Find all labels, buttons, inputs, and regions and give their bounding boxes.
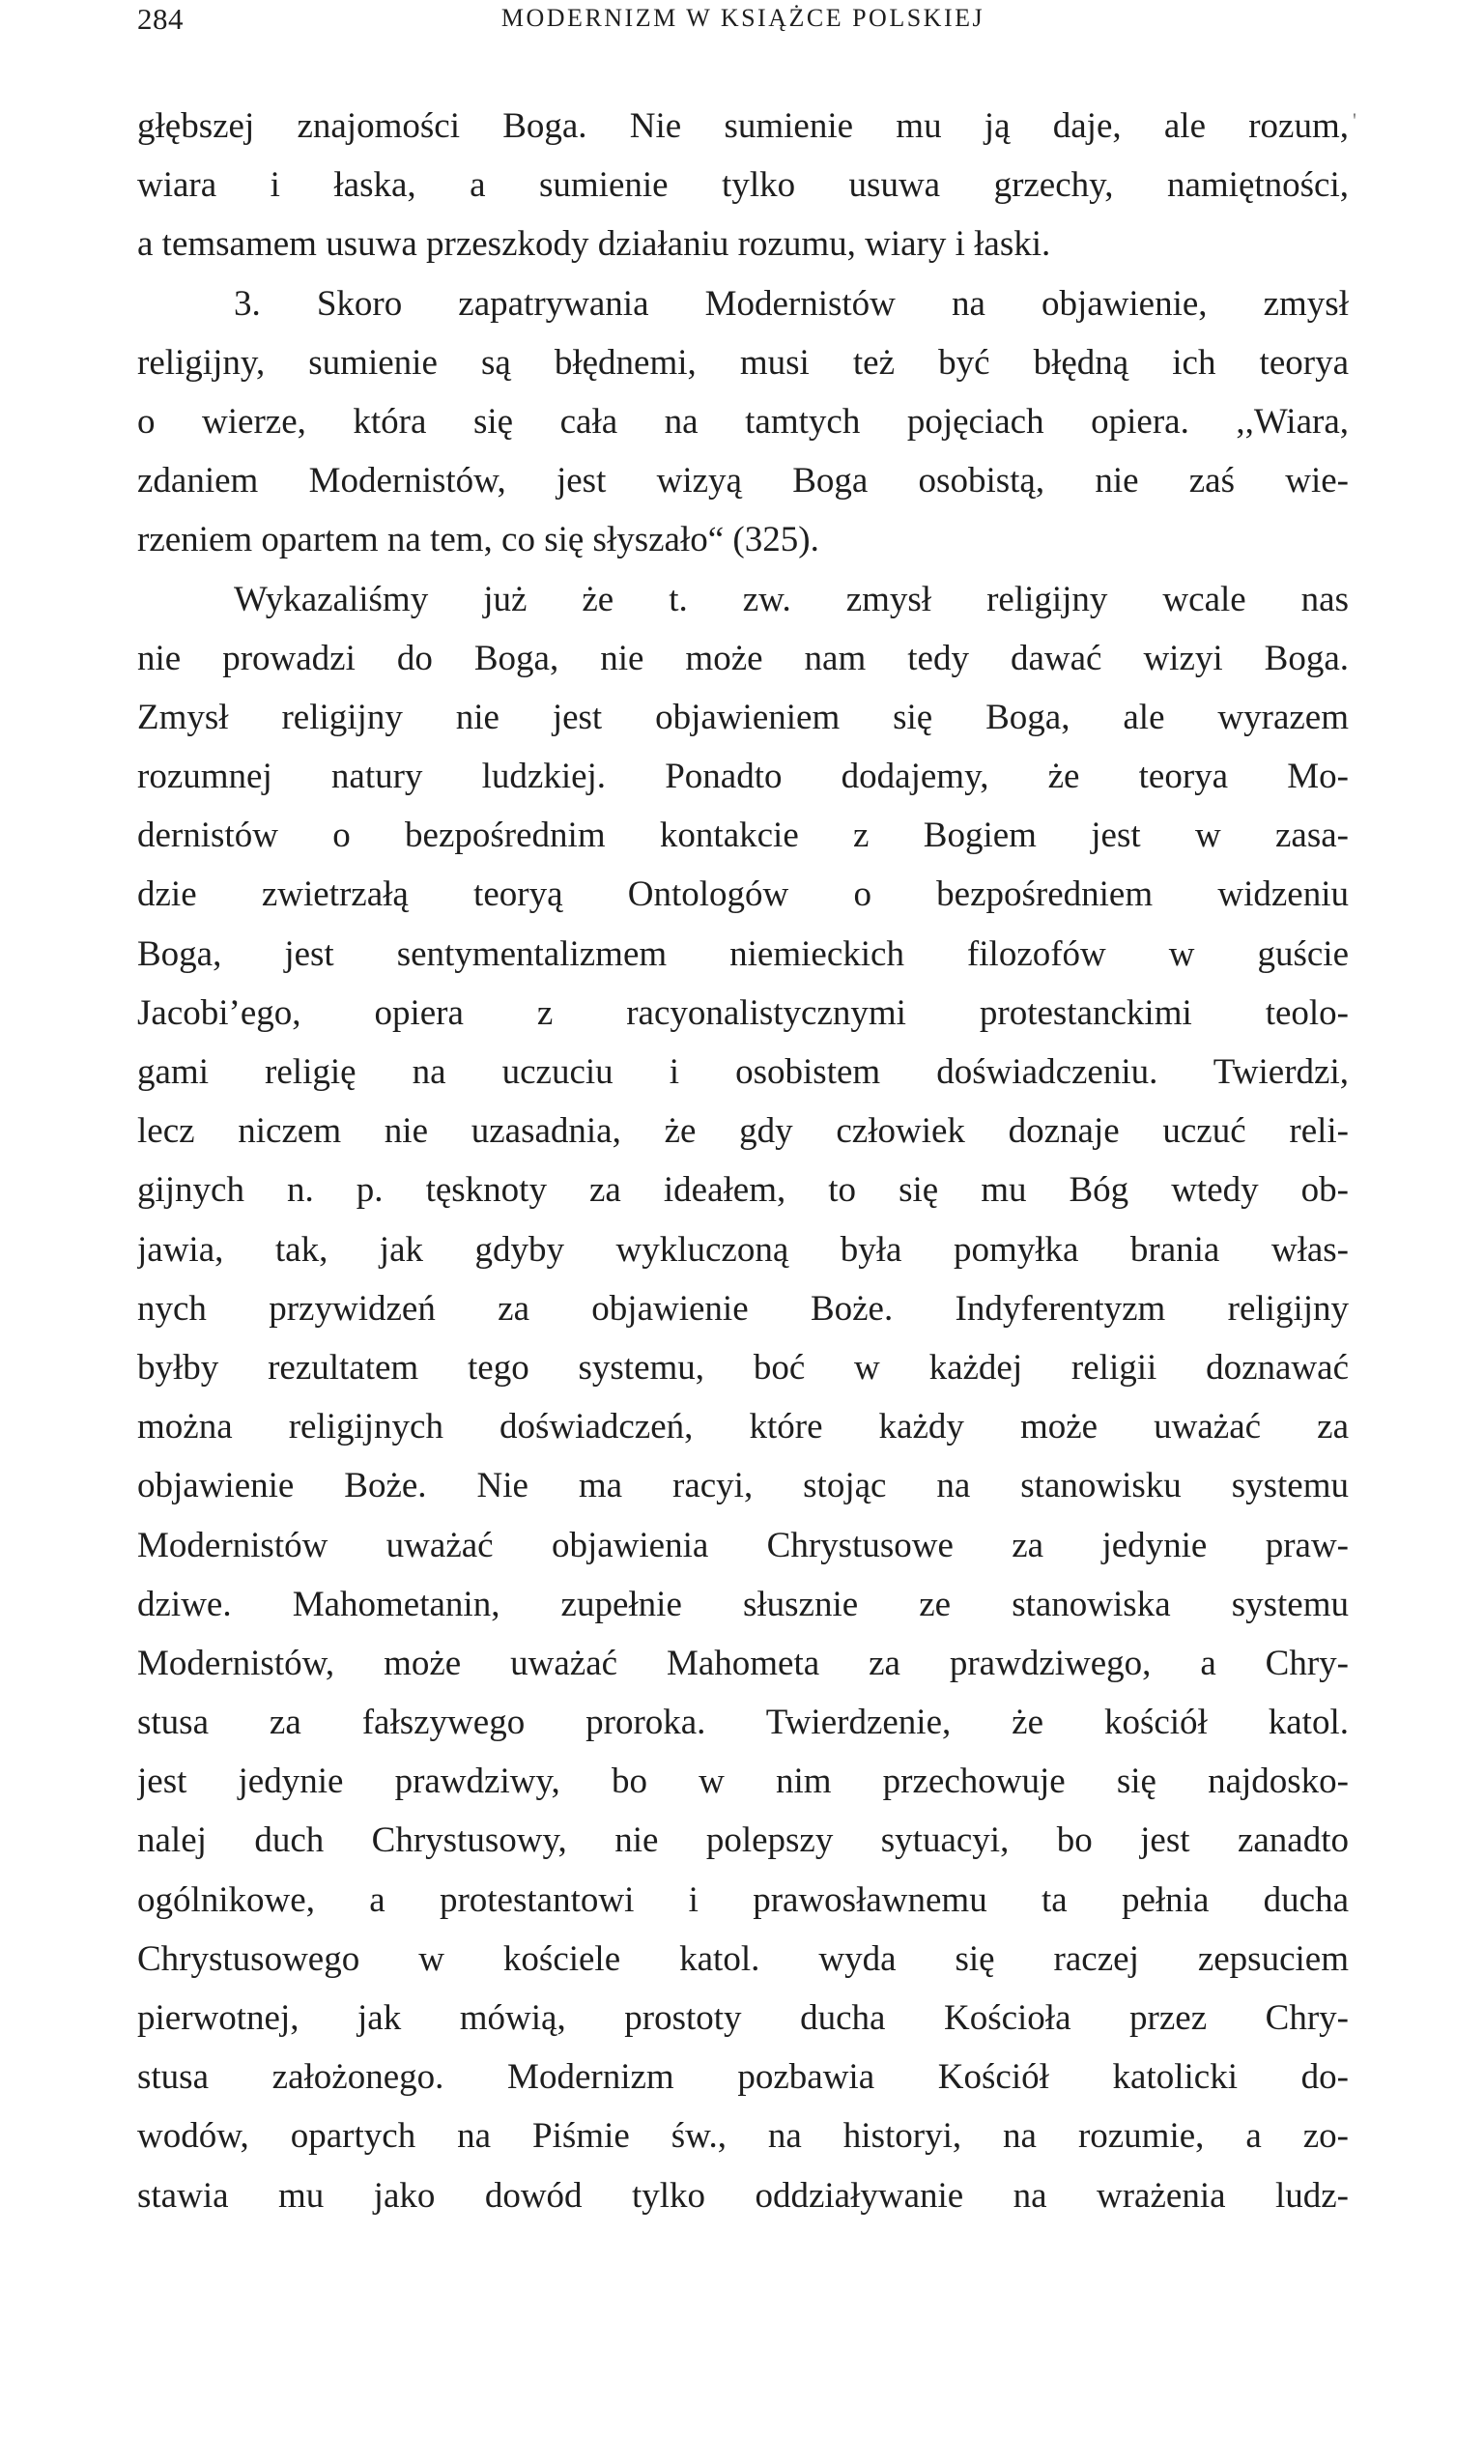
running-title: MODERNIZM W KSIĄŻCE POLSKIEJ	[500, 4, 985, 32]
text-line: jest jedynie prawdziwy, bo w nim przechowuje się najdosko-	[137, 1762, 1349, 1802]
text-line: można religijnych doświadczeń, które każdy może uważać za	[137, 1407, 1349, 1447]
text-line: byłby rezultatem tego systemu, boć w każdej religii doznawać	[137, 1347, 1349, 1388]
body-text	[137, 97, 1349, 2225]
text-line: a temsamem usuwa przeszkody działaniu rozumu, wiary i łaski.	[137, 224, 1051, 265]
text-line: stawia mu jako dowód tylko oddziaływanie na wrażenia ludz-	[137, 2175, 1349, 2216]
page-header	[137, 2, 1349, 44]
text-line: stusa za fałszywego proroka. Twierdzenie, że kościół katol.	[137, 1703, 1349, 1743]
text-line: jawia, tak, jak gdyby wykluczoną była pomyłka brania włas-	[137, 1229, 1349, 1270]
text-line: dernistów o bezpośrednim kontakcie z Bogiem jest w zasa-	[137, 816, 1349, 856]
text-line: religijny, sumienie są błędnemi, musi też być błędną ich teorya	[137, 342, 1349, 383]
text-line: Wykazaliśmy już że t. zw. zmysł religijny wcale nas	[234, 579, 1349, 619]
text-line: 3. Skoro zapatrywania Modernistów na objawienie, zmysł	[234, 283, 1349, 324]
text-line: stusa założonego. Modernizm pozbawia Kościół katolicki do-	[137, 2057, 1349, 2098]
text-line: gami religię na uczuciu i osobistem doświadczeniu. Twierdzi,	[137, 1052, 1349, 1092]
text-line: zdaniem Modernistów, jest wizyą Boga osobistą, nie zaś wie-	[137, 461, 1349, 501]
text-line: objawienie Boże. Nie ma racyi, stojąc na stanowisku systemu	[137, 1466, 1349, 1506]
text-line: nie prowadzi do Boga, nie może nam tedy dawać wizyi Boga.	[137, 638, 1349, 678]
text-line: wodów, opartych na Piśmie św., na historyi, na rozumie, a zo-	[137, 2116, 1349, 2157]
text-line: gijnych n. p. tęsknoty za ideałem, to się mu Bóg wtedy ob-	[137, 1170, 1349, 1211]
text-line: Modernistów, może uważać Mahometa za prawdziwego, a Chry-	[137, 1643, 1349, 1683]
text-line: Jacobi’ego, opiera z racyonalistycznymi protestanckimi teolo-	[137, 992, 1349, 1033]
text-line: dziwe. Mahometanin, zupełnie słusznie ze stanowiska systemu	[137, 1584, 1349, 1624]
text-line: rzeniem opartem na tem, co się słyszało“ (325).	[137, 520, 819, 560]
text-line: Boga, jest sentymentalizmem niemieckich filozofów w guście	[137, 933, 1349, 974]
text-line: o wierze, która się cała na tamtych pojęciach opiera. ,,Wiara,	[137, 401, 1349, 442]
text-line: Chrystusowego w kościele katol. wyda się raczej zepsuciem	[137, 1938, 1349, 1979]
text-line: głębszej znajomości Boga. Nie sumienie mu ją daje, ale rozum,	[137, 106, 1349, 146]
page-number: 284	[137, 2, 184, 36]
text-line: ogólnikowe, a protestantowi i prawosławnemu ta pełnia ducha	[137, 1879, 1349, 1920]
text-line: nych przywidzeń za objawienie Boże. Indyferentyzm religijny	[137, 1288, 1349, 1329]
text-line: Modernistów uważać objawienia Chrystusowe za jedynie praw-	[137, 1525, 1349, 1565]
text-line: nalej duch Chrystusowy, nie polepszy sytuacyi, bo jest zanadto	[137, 1820, 1349, 1861]
text-line: lecz niczem nie uzasadnia, że gdy człowiek doznaje uczuć reli-	[137, 1111, 1349, 1152]
text-line: Zmysł religijny nie jest objawieniem się Boga, ale wyrazem	[137, 697, 1349, 737]
text-line: dzie zwietrzałą teoryą Ontologów o bezpośredniem widzeniu	[137, 874, 1349, 915]
text-line: rozumnej natury ludzkiej. Ponadto dodajemy, że teorya Mo-	[137, 757, 1349, 797]
text-line: pierwotnej, jak mówią, prostoty ducha Kościoła przez Chry-	[137, 1998, 1349, 2038]
text-line: wiara i łaska, a sumienie tylko usuwa grzechy, namiętności,	[137, 165, 1349, 206]
stray-print-mark: '	[1353, 108, 1356, 132]
